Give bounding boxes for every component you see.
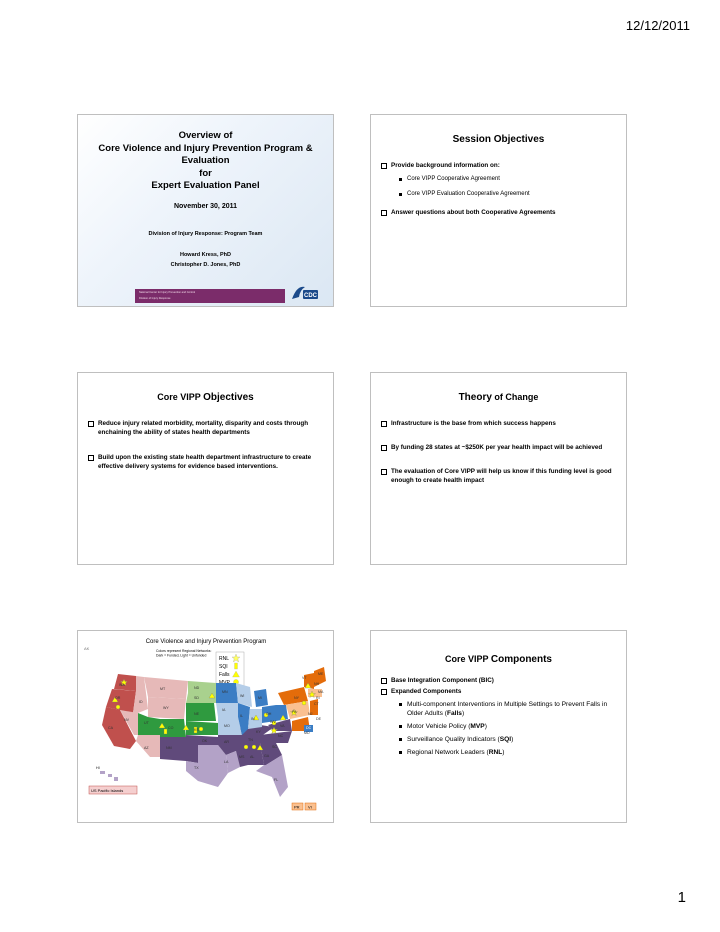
svg-text:NE: NE (194, 712, 199, 716)
slide2-bullets (371, 161, 626, 217)
us-regional-map (78, 631, 334, 823)
title-text: Core VIPP (157, 392, 204, 402)
svg-text:CT: CT (314, 702, 319, 706)
sub-bullet-item (391, 748, 618, 757)
svg-text:TX: TX (194, 766, 199, 770)
svg-text:MT: MT (160, 687, 166, 691)
svg-text:OH: OH (266, 712, 272, 716)
svg-text:SC: SC (272, 745, 277, 749)
svg-text:NH: NH (314, 682, 320, 686)
bullet-item (379, 687, 618, 757)
svg-text:MN: MN (222, 690, 228, 694)
bullet-text: Expanded Components (391, 688, 462, 695)
circle-icon (302, 701, 306, 705)
svg-text:MI: MI (258, 696, 262, 700)
svg-text:CA: CA (108, 726, 113, 730)
title-text: Theory (458, 392, 492, 403)
paren: ) (484, 723, 487, 730)
slide4-bullets (371, 419, 626, 485)
map-legend-note: Colors represent Regional Networks: (156, 649, 212, 653)
title-line: Overview of (178, 130, 233, 141)
map-title: Core Violence and Injury Prevention Program (145, 639, 267, 645)
circle-icon (244, 745, 248, 749)
slide1-division: Division of Injury Response: Program Team (148, 230, 263, 237)
svg-text:KY: KY (256, 730, 261, 734)
svg-text:TN: TN (248, 738, 253, 742)
svg-text:IN: IN (251, 717, 255, 721)
svg-text:CO: CO (168, 726, 174, 730)
svg-text:NM: NM (166, 746, 172, 750)
paren: ) (461, 710, 465, 717)
slide1-authors (78, 250, 333, 270)
svg-text:KS: KS (194, 728, 199, 732)
slide1-date: November 30, 2011 (173, 202, 238, 210)
svg-text:WV: WV (270, 720, 276, 724)
title-text: Components (490, 654, 552, 665)
slide4-title (371, 392, 626, 403)
bullet-item: Infrastructure is the base from which success happens (379, 419, 618, 428)
slide2-title (371, 134, 626, 145)
svg-text:GA: GA (264, 754, 270, 758)
svg-text:IA: IA (222, 708, 226, 712)
bullet-item: Answer questions about both Cooperative Agreements (379, 208, 618, 217)
slide6-bullets (371, 676, 626, 757)
slide-core-vipp-objectives (77, 372, 334, 565)
abbrev: MVP (470, 723, 485, 730)
svg-text:NV: NV (124, 718, 129, 722)
page-date: 12/12/2011 (625, 18, 690, 33)
sub-bullet-item (391, 700, 618, 718)
bullet-item: Reduce injury related morbidity, mortality, disparity and costs through enchaining the ability of states health departments (86, 419, 325, 437)
title-text: of Change (491, 392, 539, 402)
circle-icon (252, 745, 256, 749)
pacific-islands-label: US Pacific Islands (91, 788, 124, 793)
svg-text:DE: DE (316, 717, 321, 721)
svg-text:VT: VT (302, 676, 307, 680)
cdc-logo-icon (289, 283, 319, 303)
territory-label: PR (294, 804, 300, 810)
page-number: 1 (677, 889, 686, 906)
sub-bullet-text: Motor Vehicle Policy ( (407, 723, 471, 730)
slide-theory-of-change (370, 372, 627, 565)
legend-label: SQI (219, 664, 228, 670)
svg-text:AL: AL (250, 755, 255, 759)
svg-text:MO: MO (224, 724, 230, 728)
legend-label: Falls (219, 672, 230, 678)
svg-text:DC: DC (306, 726, 312, 730)
svg-text:MD: MD (304, 731, 310, 735)
circle-icon (116, 705, 120, 709)
rectangle-icon (164, 729, 167, 734)
svg-text:WA: WA (119, 683, 125, 687)
sub-bullet-text: Multi-component Interventions in Multiple Settings to Prevent Falls in Older Adults ( (407, 701, 608, 717)
svg-text:NJ: NJ (308, 712, 313, 716)
slide1-title (78, 130, 333, 193)
sub-bullet-text: Regional Network Leaders ( (407, 749, 489, 756)
slide3-title (78, 392, 333, 403)
bullet-item: By funding 28 states at ~$250K per year health impact will be achieved (379, 443, 618, 452)
sub-bullet-item (391, 735, 618, 744)
abbrev: RNL (488, 749, 503, 756)
svg-text:VA: VA (280, 724, 285, 728)
svg-text:OR: OR (115, 696, 121, 700)
bullet-item (379, 161, 618, 198)
title-line: Core Violence and Injury Prevention Program & (98, 142, 313, 154)
title-text: Core VIPP (445, 654, 491, 664)
svg-text:RI: RI (316, 696, 320, 700)
bullet-text: Provide background information on: (391, 162, 500, 169)
author: Howard Kress, PhD (179, 251, 232, 258)
hawaii-icon (100, 771, 118, 781)
hawaii-label: HI (96, 766, 100, 770)
sub-bullets (391, 700, 618, 757)
svg-text:MS: MS (239, 755, 245, 759)
svg-text:ND: ND (194, 686, 200, 690)
region-mountain (138, 677, 218, 737)
svg-text:MA: MA (318, 690, 324, 694)
footer-text: Division of Injury Response (139, 297, 171, 300)
circle-icon (199, 727, 203, 731)
svg-text:ID: ID (139, 700, 143, 704)
slide6-title (371, 654, 626, 665)
territory-label: VI (308, 804, 312, 810)
sub-bullet-item: Core VIPP Evaluation Cooperative Agreement (391, 190, 618, 198)
svg-text:AR: AR (224, 740, 229, 744)
svg-text:PA: PA (292, 710, 297, 714)
legend-label: RNL (219, 656, 230, 662)
footer-text: National Center for Injury Prevention and Control (139, 291, 196, 294)
bullet-item: Base Integration Component (BIC) (379, 676, 618, 685)
sub-bullets (391, 175, 618, 198)
abbrev: Falls (446, 710, 462, 717)
slide-program-map (77, 630, 334, 823)
author: Christopher D. Jones, PhD (170, 261, 241, 268)
sub-bullet-item (391, 722, 618, 731)
title-line: for (199, 167, 212, 179)
svg-text:UT: UT (144, 721, 149, 725)
title-line: Evaluation (181, 155, 230, 166)
svg-text:SD: SD (194, 696, 199, 700)
slide-title-overview (77, 114, 334, 307)
alaska-label: AK (84, 646, 90, 651)
rectangle-icon (235, 663, 238, 669)
abbrev: SQI (499, 736, 512, 743)
svg-text:NY: NY (294, 696, 299, 700)
svg-text:FL: FL (274, 778, 279, 782)
svg-text:WY: WY (163, 706, 169, 710)
slide-core-vipp-components (370, 630, 627, 823)
svg-text:WI: WI (240, 694, 245, 698)
svg-text:ME: ME (318, 672, 324, 676)
logo-text: CDC (304, 293, 317, 299)
bullet-item: The evaluation of Core VIPP will help us know if this funding level is good enough to create health impact (379, 467, 618, 485)
map-legend-note: Dark = Funded, Light = Unfunded (156, 653, 207, 658)
svg-text:LA: LA (224, 760, 229, 764)
paren: ) (502, 749, 505, 756)
sub-bullet-item: Core VIPP Cooperative Agreement (391, 175, 618, 183)
paren: ) (511, 736, 514, 743)
svg-text:OK: OK (202, 739, 208, 743)
bullet-item: Build upon the existing state health department infrastructure to create effective delivery systems for evidence based interventions. (86, 453, 325, 471)
svg-text:NC: NC (278, 734, 284, 738)
slide-session-objectives (370, 114, 627, 307)
svg-text:IL: IL (240, 714, 243, 718)
title-text: Objectives (203, 392, 254, 403)
sub-bullet-text: Surveillance Quality Indicators ( (407, 736, 500, 743)
slide1-footer-bar (135, 289, 285, 303)
title-line: Expert Evaluation Panel (151, 180, 260, 191)
svg-text:AZ: AZ (144, 746, 149, 750)
slide3-bullets (78, 419, 333, 471)
title-text: Session Objectives (452, 134, 545, 145)
